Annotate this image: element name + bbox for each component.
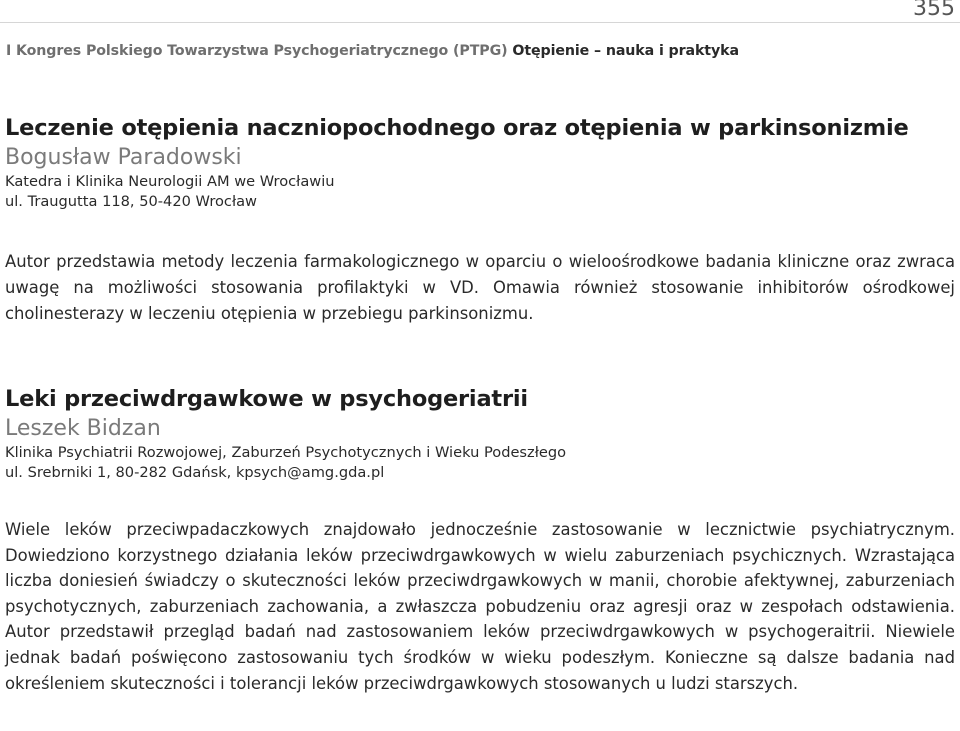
article-affiliation: Klinika Psychiatrii Rozwojowej, Zaburzeń Psychotycznych i Wieku Podeszłego: [5, 444, 567, 461]
article-address: ul. Srebrniki 1, 80-282 Gdańsk, kpsych@amg.gda.pl: [5, 464, 385, 481]
article-2: [5, 384, 955, 696]
article-author: Bogusław Paradowski: [5, 145, 242, 170]
running-header: [6, 43, 739, 59]
article-title: Leczenie otępienia naczniopochodnego oraz otępienia w parkinsonizmie: [5, 115, 909, 141]
article-title: Leki przeciwdrgawkowe w psychogeriatrii: [5, 386, 528, 412]
article-abstract: Autor przedstawia metody leczenia farmakologicznego w oparciu o wieloośrodkowe badania kliniczne oraz zwraca uwagę na możliwości stosowania profilaktyki w VD. Omawia również stosowanie inhibitorów ośrodkowej cholinesterazy w leczeniu otępienia w przebiegu parkinsonizmu.: [5, 252, 955, 323]
article-1: [5, 113, 955, 326]
conference-subtitle: Otępienie – nauka i praktyka: [512, 43, 739, 59]
article-author: Leszek Bidzan: [5, 416, 161, 441]
header-divider: [0, 22, 960, 23]
article-abstract: Wiele leków przeciwpadaczkowych znajdowało jednocześnie zastosowanie w lecznictwie psychiatrycznym. Dowiedziono korzystnego działania leków przeciwdrgawkowych w wielu zaburzeniach psychicznych. Wzrastająca liczba doniesień świadczy o skuteczności leków przeciwdrgawkowych w manii, chorobie afektywnej, zaburzeniach psychotycznych, zaburzeniach zachowania, a zwłaszcza pobudzeniu oraz agresji oraz w zespołach odstawienia. Autor przedstawił przegląd badań nad zastosowaniem leków przeciwdrgawkowych w psychogeraitrii. Niewiele jednak badań poświęcono zastosowaniu tych środków w wieku podeszłym. Konieczne są dalsze badania nad określeniem skuteczności i tolerancji leków przeciwdrgawkowych stosowanych u ludzi starszych.: [5, 520, 955, 693]
page-number: 355: [913, 0, 955, 21]
article-address: ul. Traugutta 118, 50-420 Wrocław: [5, 193, 257, 210]
article-affiliation: Katedra i Klinika Neurologii AM we Wrocławiu: [5, 173, 335, 190]
conference-name: I Kongres Polskiego Towarzystwa Psychogeriatrycznego (PTPG): [6, 43, 508, 59]
